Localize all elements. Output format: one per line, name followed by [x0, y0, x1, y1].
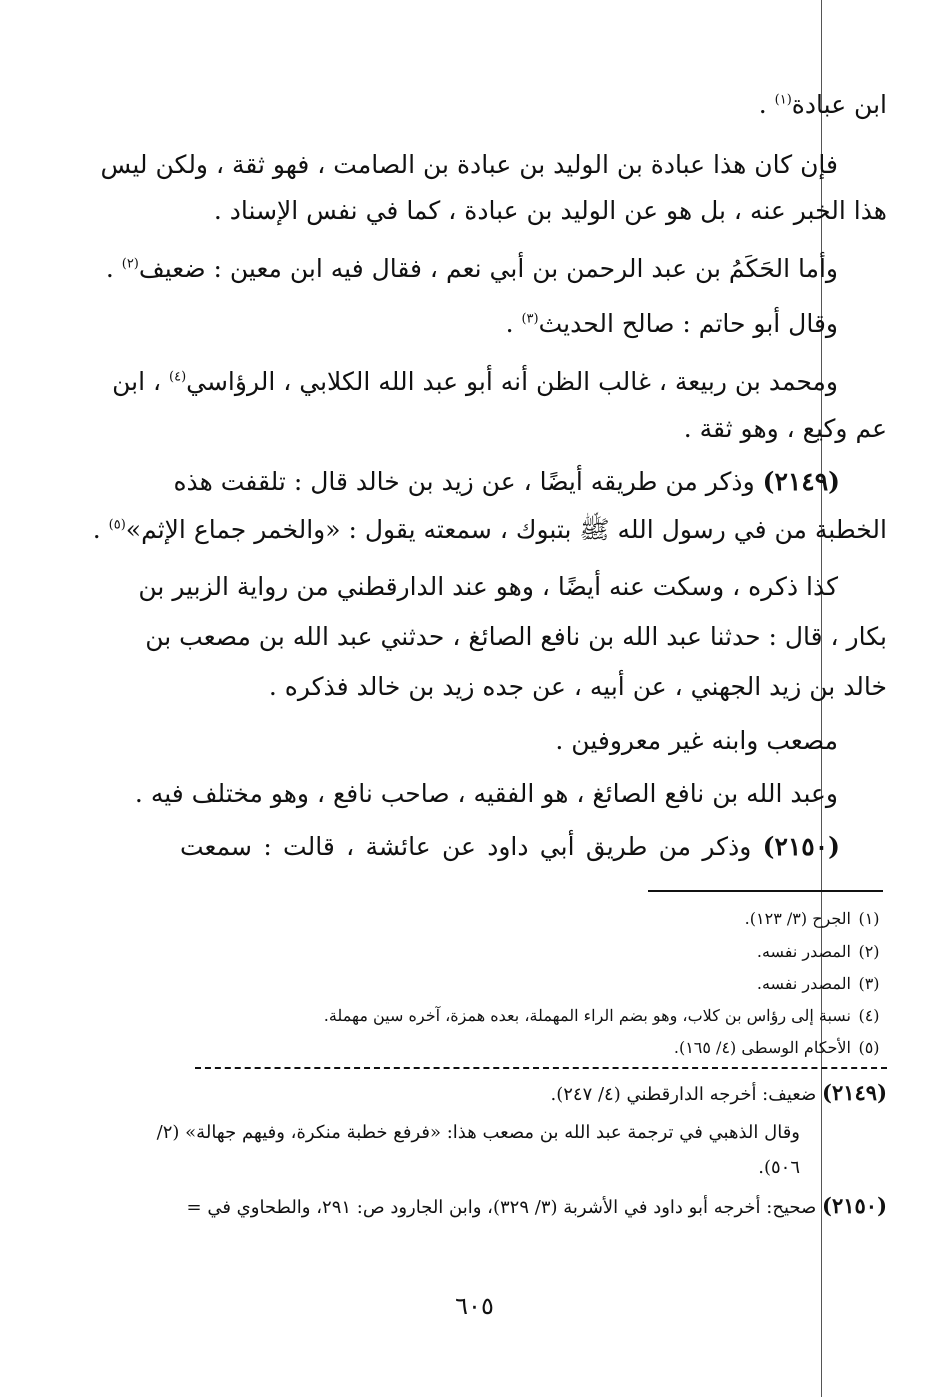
footnote-3: (٣)المصدر نفسه.	[756, 974, 880, 993]
footnote-5: (٥)الأحكام الوسطى (٤/ ١٦٥).	[673, 1038, 880, 1057]
body-line-1: ابن عبادة$^{(١)}$ .	[758, 90, 887, 119]
footnote-2: (٢)المصدر نفسه.	[756, 942, 880, 961]
takhrij-2150: (٢١٥٠) صحيح: أخرجه أبو داود في الأشربة (٣/ ٣٢٩)، وابن الجارود ص: ٢٩١، والطحاوي في =	[186, 1193, 887, 1218]
body-line-6: ومحمد بن ربيعة ، غالب الظن أنه أبو عبد الله الكلابي ، الرؤاسي$^{(٤)}$ ، ابن	[112, 367, 838, 396]
body-line-4: وأما الحَكَمُ بن عبد الرحمن بن أبي نعم ، فقال فيه ابن معين : ضعيف$^{(٢)}$ .	[105, 254, 838, 283]
body-line-10: كذا ذكره ، وسكت عنه أيضًا ، وهو عند الدارقطني من رواية الزبير بن	[138, 572, 838, 601]
body-line-14: وعبد الله بن نافع الصائغ ، هو الفقيه ، صاحب نافع ، وهو مختلف فيه .	[134, 779, 838, 808]
body-line-7: عم وكيع ، وهو ثقة .	[683, 414, 887, 443]
takhrij-separator	[195, 1067, 887, 1069]
hadith-2149-line-1: (٢١٤٩) وذكر من طريقه أيضًا ، عن زيد بن خالد قال : تلقفت هذه	[173, 467, 840, 496]
body-line-12: خالد بن زيد الجهني ، عن أبيه ، عن جده زيد بن خالد فذكره .	[268, 672, 887, 701]
body-line-13: مصعب وابنه غير معروفين .	[555, 726, 838, 755]
body-line-5: وقال أبو حاتم : صالح الحديث$^{(٣)}$ .	[505, 309, 838, 338]
footnote-4: (٤)نسبة إلى رؤاس بن كلاب، وهو بضم الراء المهملة، بعده همزة، آخره سين مهملة.	[323, 1006, 880, 1025]
takhrij-2149-dhahabi: وقال الذهبي في ترجمة عبد الله بن مصعب هذا: «فرفع خطبة منكرة، وفيهم جهالة» (٢/	[156, 1122, 800, 1143]
body-line-3: هذا الخبر عنه ، بل هو عن الوليد بن عبادة ، كما في نفس الإسناد .	[213, 196, 887, 225]
footnote-separator	[648, 890, 883, 892]
body-line-2: فإن كان هذا عبادة بن الوليد بن عبادة بن الصامت ، فهو ثقة ، ولكن ليس	[100, 150, 838, 179]
takhrij-2149-continued: ٥٠٦).	[758, 1157, 800, 1178]
footnote-1: (١)الجرح (٣/ ١٢٣).	[744, 909, 880, 928]
takhrij-2149: (٢١٤٩) ضعيف: أخرجه الدارقطني (٤/ ٢٤٧).	[550, 1080, 887, 1105]
body-line-11: بكار ، قال : حدثنا عبد الله بن نافع الصائغ ، حدثني عبد الله بن مصعب بن	[145, 622, 887, 651]
hadith-2150-line-1: (٢١٥٠) وذكر من طريق أبي داود عن عائشة ، قالت : سمعت	[180, 832, 840, 861]
hadith-2149-line-2: الخطبة من في رسول الله ﷺ بتبوك ، سمعته يقول : «والخمر جماع الإثم»$^{(٥)}$ .	[92, 515, 887, 544]
page-number: ٦٠٥	[455, 1292, 494, 1320]
